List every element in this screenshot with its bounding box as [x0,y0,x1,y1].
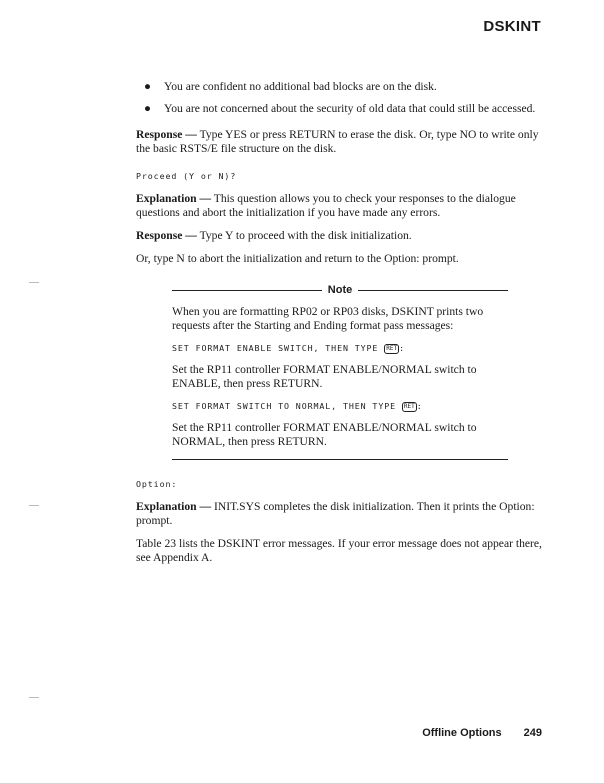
list-item [136,80,546,94]
note-intro: When you are formatting RP02 or RP03 disks, DSKINT prints two requests after the Starting and Ending format pass messages: [172,305,484,332]
response-paragraph [136,128,546,156]
note-box [172,284,508,460]
explanation-text: This question allows you to check your responses to the dialogue questions and abort the initialization if you have made any errors. [136,192,516,219]
explanation-paragraph [136,500,546,528]
prompt-option: Option: [136,479,178,489]
response-label: Response — [136,128,197,141]
bullet-icon: ● [144,102,152,115]
abort-paragraph: Or, type N to abort the initialization and return to the Option: prompt. [136,252,459,265]
return-key-icon: RET [403,402,415,410]
divider [172,290,322,291]
note-title: Note [327,284,353,296]
margin-mark [29,505,39,506]
note-instruction: Set the RP11 controller FORMAT ENABLE/NORMAL switch to NORMAL, then press RETURN. [172,421,477,448]
margin-mark [29,697,39,698]
explanation-label: Explanation — [136,500,212,513]
message-text: SET FORMAT SWITCH TO NORMAL, THEN TYPE [172,401,397,411]
message-colon: : [416,401,423,411]
margin-mark [29,282,39,283]
format-normal-message [172,400,508,412]
format-enable-message [172,342,508,354]
explanation-paragraph [136,192,546,220]
bullet-text: You are not concerned about the security of old data that could still be accessed. [164,102,536,115]
explanation-label: Explanation — [136,192,212,205]
list-item [136,102,546,116]
footer-section: Offline Options [422,727,502,739]
bullet-text: You are confident no additional bad blocks are on the disk. [164,80,437,93]
page-header-title: DSKINT [483,18,541,35]
response-label: Response — [136,229,197,242]
return-key-icon: RET [386,344,398,352]
divider [172,459,508,460]
page-body [136,80,546,574]
page-footer [422,727,542,739]
response-text: Type YES or press RETURN to erase the disk. Or, type NO to write only the basic RSTS/E file structure on the disk. [136,128,539,155]
explanation-text: INIT.SYS completes the disk initialization. Then it prints the Option: prompt. [136,500,535,527]
bullet-icon: ● [144,80,152,93]
note-header [172,284,508,296]
table-reference-paragraph: Table 23 lists the DSKINT error messages. If your error message does not appear there, see Appendix A. [136,537,542,564]
message-text: SET FORMAT ENABLE SWITCH, THEN TYPE [172,343,379,353]
message-colon: : [399,343,405,353]
response-paragraph [136,229,546,243]
page-number: 249 [523,727,542,739]
response-text: Type Y to proceed with the disk initialization. [199,229,412,242]
prompt-proceed: Proceed (Y or N)? [136,171,237,181]
note-instruction: Set the RP11 controller FORMAT ENABLE/NORMAL switch to ENABLE, then press RETURN. [172,363,477,390]
divider [358,290,508,291]
